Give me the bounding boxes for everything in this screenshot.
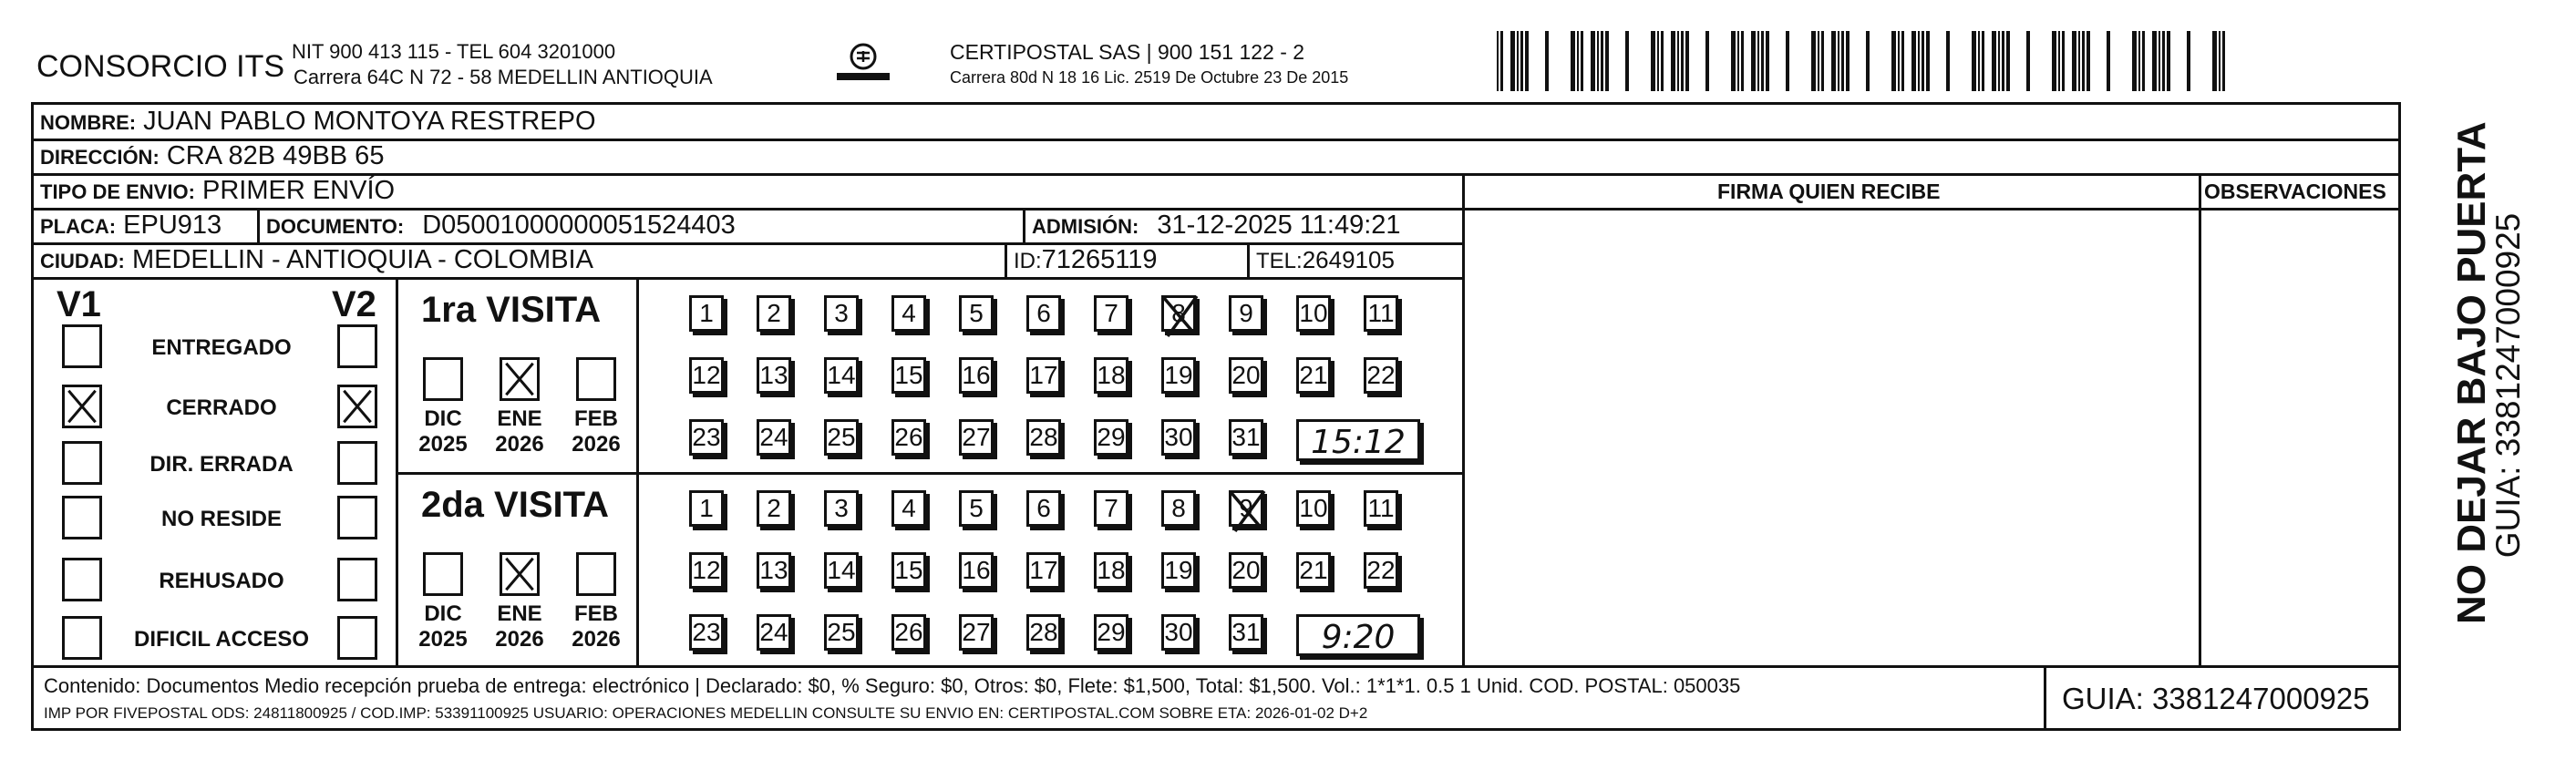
license-line: Carrera 80d N 18 16 Lic. 2519 De Octubre 23 De 2015	[950, 68, 1349, 87]
month-name: FEB	[574, 406, 618, 431]
month-label	[494, 601, 545, 652]
day-box[interactable]: 5	[959, 490, 994, 527]
tel-value: 2649105	[1302, 246, 1395, 273]
handwritten-time: 9:20	[1321, 619, 1396, 656]
v2-checkbox[interactable]	[337, 496, 377, 539]
status-label: NO RESIDE	[160, 507, 283, 531]
day-box[interactable]: 21	[1296, 552, 1331, 589]
day-box[interactable]: 12	[689, 357, 724, 394]
day-box[interactable]: 6	[1026, 295, 1061, 332]
month-checkbox[interactable]	[576, 357, 616, 401]
handwritten-time: 15:12	[1311, 424, 1406, 461]
v2-checkbox[interactable]	[337, 385, 377, 428]
side-guia: GUIA: 3381247000925	[2489, 212, 2527, 559]
placa-field	[40, 212, 222, 239]
day-box[interactable]: 28	[1026, 419, 1061, 456]
month-checkbox[interactable]	[576, 552, 616, 596]
header	[0, 0, 2576, 100]
month-name: FEB	[574, 601, 618, 626]
month-label	[571, 406, 622, 457]
day-box[interactable]: 26	[891, 614, 926, 651]
day-box[interactable]: 4	[891, 490, 926, 527]
side-warning: NO DEJAR BAJO PUERTA	[2449, 121, 2494, 624]
day-box[interactable]: 1	[689, 490, 724, 527]
tel-field	[1256, 247, 1395, 273]
day-box[interactable]: 11	[1364, 490, 1398, 527]
month-name: DIC	[424, 601, 462, 626]
day-box[interactable]: 8	[1161, 490, 1196, 527]
company-name: CONSORCIO ITS	[36, 49, 285, 84]
time-box[interactable]	[1296, 419, 1420, 461]
month-name: ENE	[497, 406, 542, 431]
day-box[interactable]: 23	[689, 614, 724, 651]
day-box[interactable]: 2	[757, 490, 791, 527]
tipo-value: PRIMER ENVÍO	[201, 176, 396, 205]
certipostal-logo	[831, 42, 895, 87]
visit-title: 1ra VISITA	[421, 290, 602, 330]
id-label: ID:	[1014, 249, 1042, 273]
address-line: Carrera 64C N 72 - 58 MEDELLIN ANTIOQUIA	[294, 66, 713, 88]
tel-label: TEL:	[1256, 249, 1303, 273]
id-value: 71265119	[1041, 245, 1158, 274]
month-label	[417, 601, 469, 652]
day-box[interactable]: 12	[689, 552, 724, 589]
day-box[interactable]: 29	[1094, 614, 1128, 651]
day-box[interactable]: 8	[1161, 295, 1196, 332]
visit-title: 2da VISITA	[421, 485, 609, 525]
day-box[interactable]: 20	[1229, 552, 1263, 589]
day-box[interactable]: 9	[1229, 490, 1263, 527]
month-year: 2025	[418, 626, 468, 652]
direccion-label: DIRECCIÓN:	[40, 146, 160, 169]
day-box[interactable]: 17	[1026, 552, 1061, 589]
nombre-field	[40, 108, 596, 135]
v1-checkbox[interactable]	[62, 616, 102, 660]
firma-header: FIRMA QUIEN RECIBE	[1717, 180, 1941, 203]
day-box[interactable]: 4	[891, 295, 926, 332]
month-label	[494, 406, 545, 457]
footer-guia: GUIA: 3381247000925	[2062, 682, 2370, 715]
day-box[interactable]: 5	[959, 295, 994, 332]
ciudad-label: CIUDAD:	[40, 250, 125, 272]
day-box[interactable]: 23	[689, 419, 724, 456]
v2-checkbox[interactable]	[337, 558, 377, 601]
v1-checkbox[interactable]	[62, 496, 102, 539]
day-box[interactable]: 14	[824, 357, 859, 394]
status-label: ENTREGADO	[151, 335, 292, 360]
day-box[interactable]: 10	[1296, 295, 1331, 332]
placa-value: EPU913	[123, 211, 222, 240]
tipo-label: TIPO DE ENVIO:	[40, 180, 195, 203]
day-box[interactable]: 3	[824, 295, 859, 332]
status-label: DIR. ERRADA	[149, 452, 294, 477]
v1-checkbox[interactable]	[62, 441, 102, 485]
direccion-value: CRA 82B 49BB 65	[166, 141, 385, 170]
nit-line: NIT 900 413 115 - TEL 604 3201000	[292, 40, 616, 63]
month-checkbox[interactable]	[500, 357, 540, 401]
day-box[interactable]: 21	[1296, 357, 1331, 394]
day-box[interactable]: 15	[891, 552, 926, 589]
month-year: 2026	[572, 626, 621, 652]
day-box[interactable]: 22	[1364, 552, 1398, 589]
day-box[interactable]: 11	[1364, 295, 1398, 332]
day-box[interactable]: 30	[1161, 614, 1196, 651]
day-box[interactable]: 27	[959, 419, 994, 456]
tipo-field	[40, 178, 395, 204]
day-box[interactable]: 25	[824, 419, 859, 456]
day-box[interactable]: 14	[824, 552, 859, 589]
day-box[interactable]: 7	[1094, 490, 1128, 527]
day-box[interactable]: 3	[824, 490, 859, 527]
day-box[interactable]: 9	[1229, 295, 1263, 332]
observaciones-header: OBSERVACIONES	[2204, 180, 2386, 203]
footer-content-line: Contenido: Documentos Medio recepción prueba de entrega: electrónico | Declarado: $0, % Seguro: $0, Otros: $0, Flete: $1,500, Total: $1,500. Vol.: 1*1*1. 0.5 1 Unid. COD. POSTAL: 050035	[44, 674, 1741, 697]
day-box[interactable]: 7	[1094, 295, 1128, 332]
day-box[interactable]: 19	[1161, 552, 1196, 589]
id-field	[1014, 247, 1158, 273]
day-box[interactable]: 31	[1229, 614, 1263, 651]
ciudad-field	[40, 247, 593, 273]
v2-checkbox[interactable]	[337, 324, 377, 368]
admision-value: 31-12-2025 11:49:21	[1157, 211, 1401, 240]
documento-label: DOCUMENTO:	[266, 215, 405, 238]
side-text	[2414, 121, 2550, 647]
admision-field	[1032, 212, 1401, 239]
day-box[interactable]: 18	[1094, 552, 1128, 589]
day-box[interactable]: 26	[891, 419, 926, 456]
nombre-value: JUAN PABLO MONTOYA RESTREPO	[143, 107, 596, 136]
day-box[interactable]: 25	[824, 614, 859, 651]
status-label: REHUSADO	[159, 569, 284, 593]
day-box[interactable]: 31	[1229, 419, 1263, 456]
month-name: DIC	[424, 406, 462, 431]
month-label	[571, 601, 622, 652]
month-year: 2026	[495, 626, 544, 652]
month-year: 2026	[572, 431, 621, 457]
day-box[interactable]: 6	[1026, 490, 1061, 527]
day-box[interactable]: 27	[959, 614, 994, 651]
day-box[interactable]: 16	[959, 357, 994, 394]
month-checkbox[interactable]	[500, 552, 540, 596]
day-box[interactable]: 30	[1161, 419, 1196, 456]
v2-checkbox[interactable]	[337, 616, 377, 660]
v1-checkbox[interactable]	[62, 385, 102, 428]
ciudad-value: MEDELLIN - ANTIOQUIA - COLOMBIA	[131, 245, 593, 274]
month-name: ENE	[497, 601, 542, 626]
direccion-field	[40, 143, 384, 169]
day-box[interactable]: 24	[757, 614, 791, 651]
day-box[interactable]: 29	[1094, 419, 1128, 456]
month-checkbox[interactable]	[423, 357, 463, 401]
v1-header: V1	[57, 284, 101, 324]
day-box[interactable]: 13	[757, 357, 791, 394]
nombre-label: NOMBRE:	[40, 111, 137, 134]
month-checkbox[interactable]	[423, 552, 463, 596]
month-year: 2025	[418, 431, 468, 457]
v1-checkbox[interactable]	[62, 558, 102, 601]
carrier-line: CERTIPOSTAL SAS | 900 151 122 - 2	[950, 40, 1305, 64]
status-label: CERRADO	[166, 395, 277, 420]
status-label: DIFICIL ACCESO	[133, 627, 309, 652]
day-box[interactable]: 22	[1364, 357, 1398, 394]
footer-print-line: IMP POR FIVEPOSTAL ODS: 24811800925 / COD.IMP: 53391100925 USUARIO: OPERACIONES MEDELLIN CONSULTE SU ENVIO EN: CERTIPOSTAL.COM SOBRE ETA: 2026-01-02 D+2	[44, 704, 1368, 722]
v2-checkbox[interactable]	[337, 441, 377, 485]
day-box[interactable]: 18	[1094, 357, 1128, 394]
day-box[interactable]: 17	[1026, 357, 1061, 394]
time-box[interactable]	[1296, 614, 1420, 656]
day-box[interactable]: 1	[689, 295, 724, 332]
documento-value: D05001000000051524403	[422, 211, 736, 240]
day-box[interactable]: 10	[1296, 490, 1331, 527]
month-label	[417, 406, 469, 457]
v1-checkbox[interactable]	[62, 324, 102, 368]
day-box[interactable]: 16	[959, 552, 994, 589]
day-box[interactable]: 20	[1229, 357, 1263, 394]
barcode	[1497, 31, 2228, 91]
day-box[interactable]: 19	[1161, 357, 1196, 394]
documento-field	[266, 212, 736, 239]
day-box[interactable]: 24	[757, 419, 791, 456]
v2-header: V2	[332, 284, 376, 324]
day-box[interactable]: 15	[891, 357, 926, 394]
month-year: 2026	[495, 431, 544, 457]
day-box[interactable]: 28	[1026, 614, 1061, 651]
placa-label: PLACA:	[40, 215, 117, 238]
admision-label: ADMISIÓN:	[1032, 215, 1139, 238]
day-box[interactable]: 13	[757, 552, 791, 589]
day-box[interactable]: 2	[757, 295, 791, 332]
